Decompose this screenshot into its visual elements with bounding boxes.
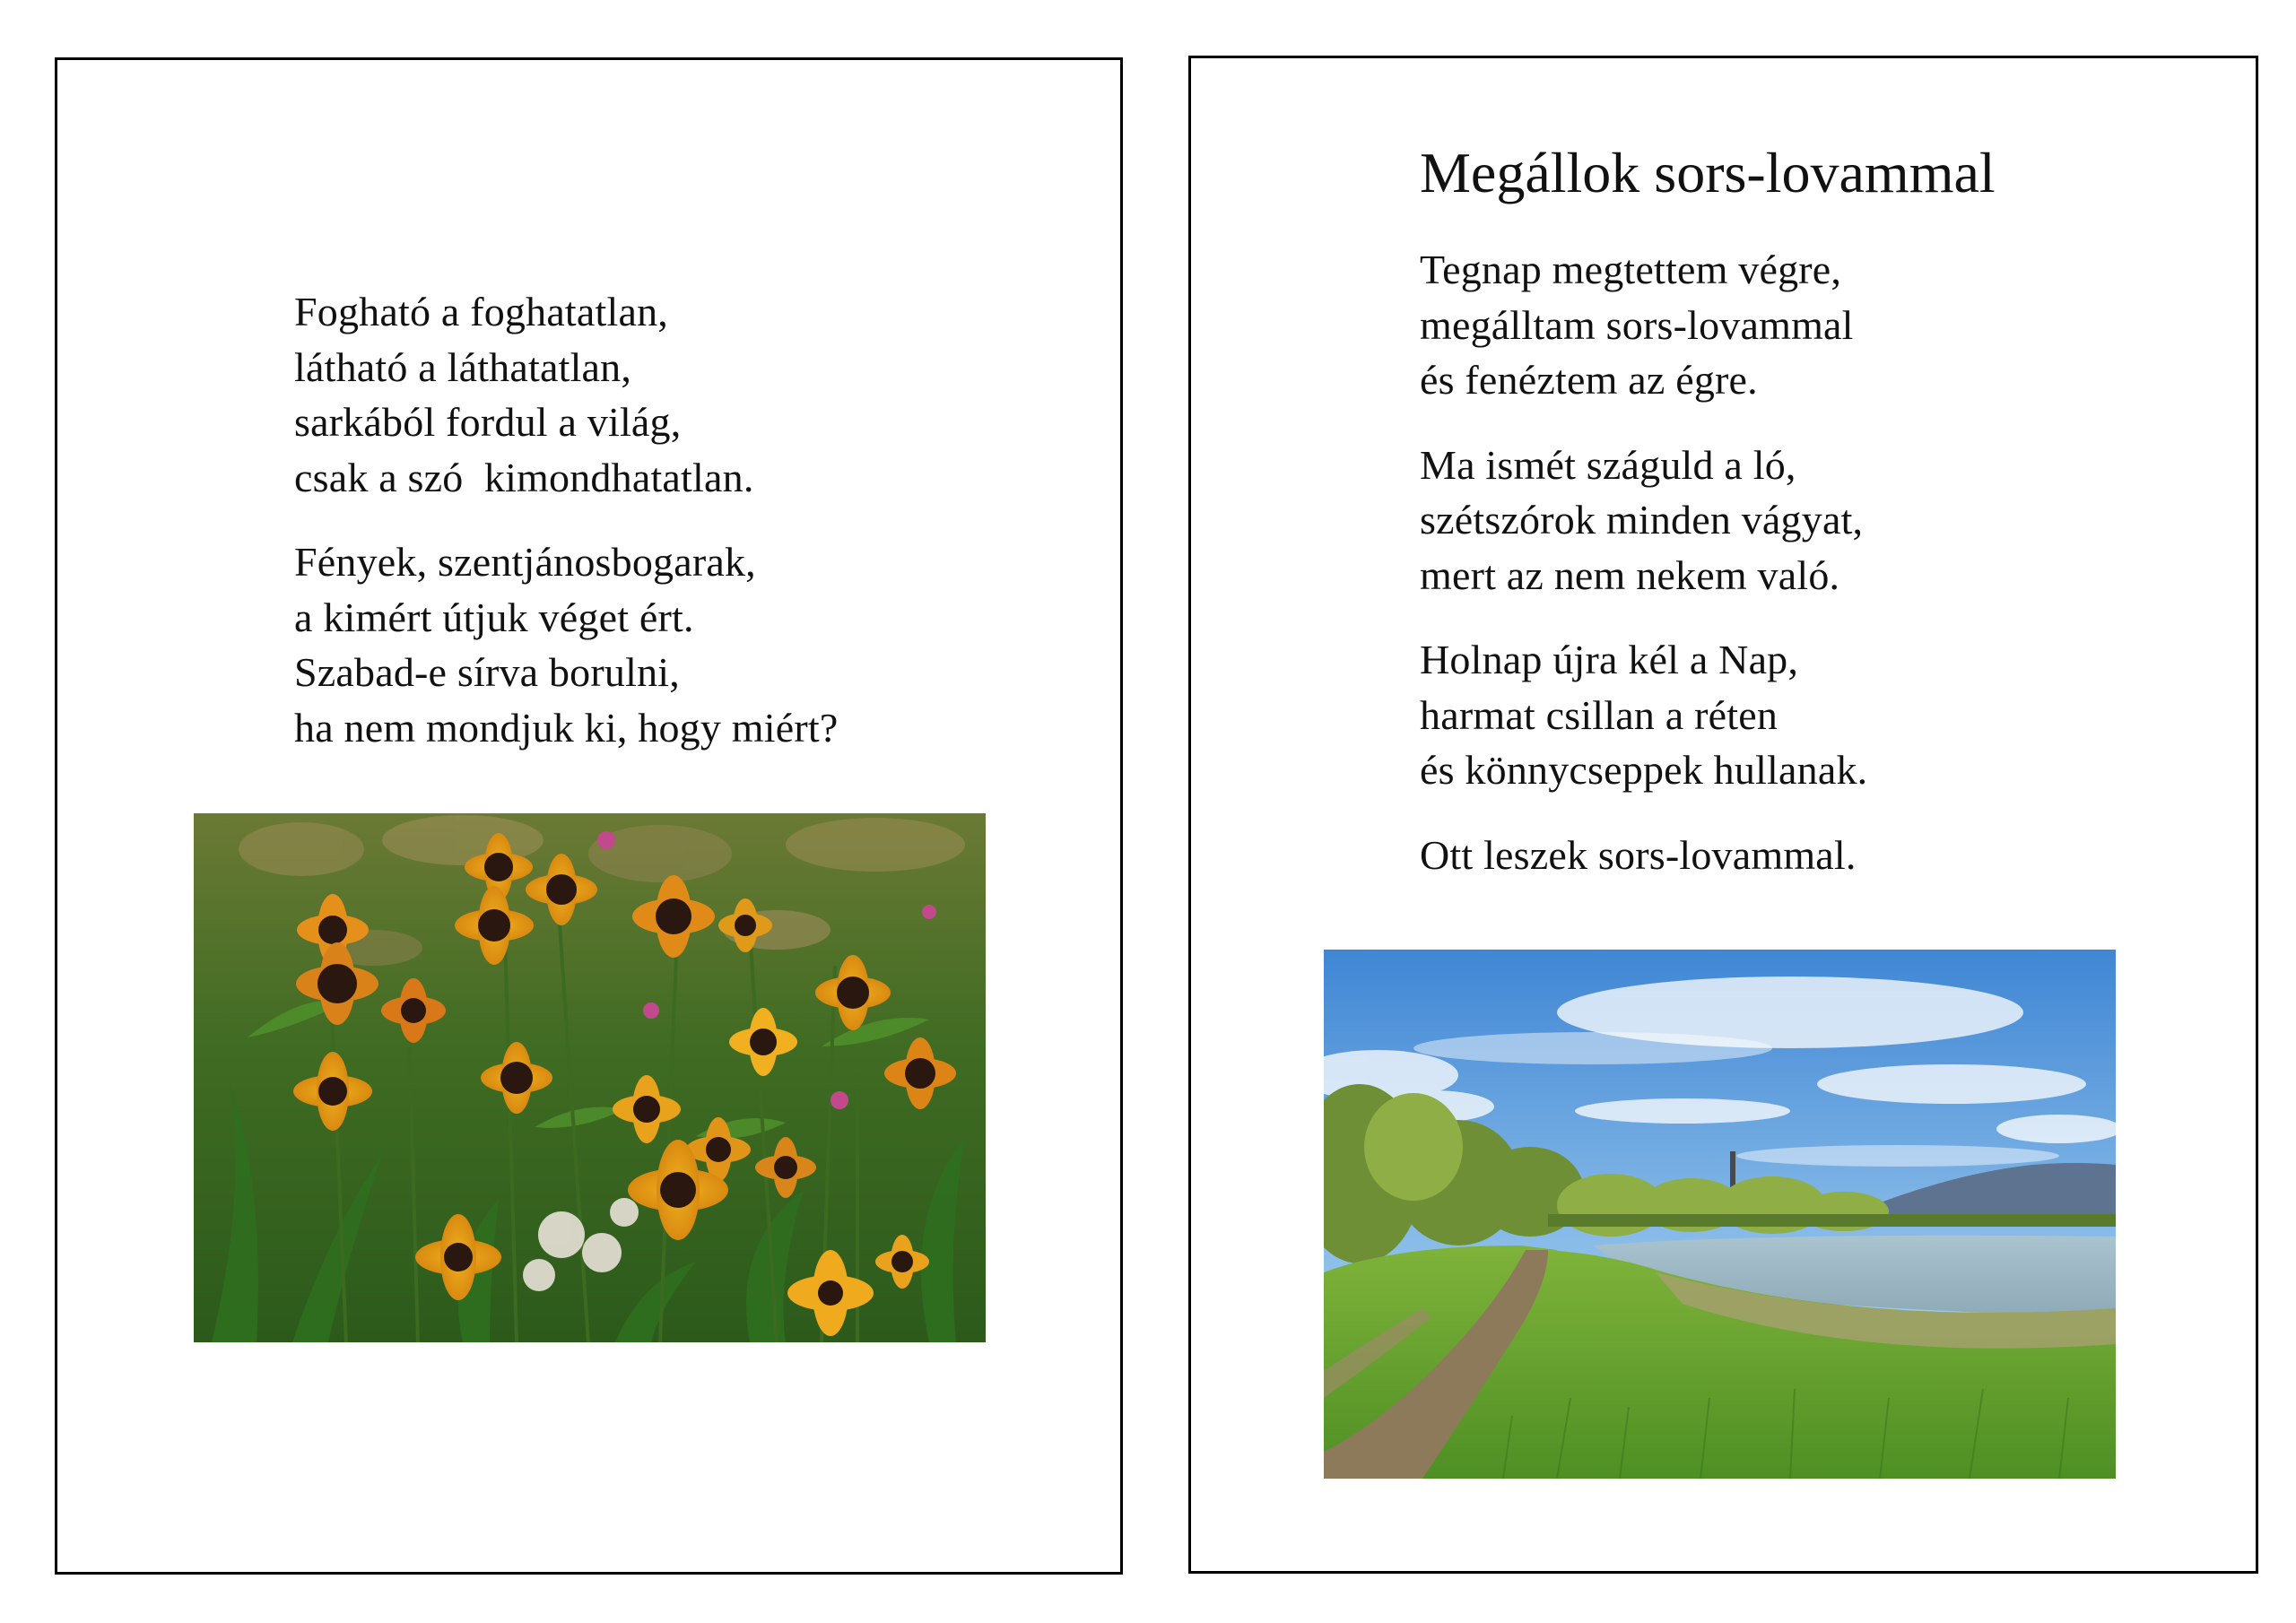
poem-line: látható a láthatatlan, <box>294 343 632 390</box>
poem-line: Holnap újra kél a Nap, <box>1420 637 1799 682</box>
flowers-photo <box>194 813 986 1342</box>
poem-line: megálltam sors-lovammal <box>1420 301 1854 348</box>
left-page <box>55 57 1123 1575</box>
meadow-photo <box>1324 950 2116 1479</box>
right-poem <box>1420 242 1867 912</box>
poem-line: Ma ismét száguld a ló, <box>1420 441 1796 488</box>
stanza <box>1420 632 1867 798</box>
poem-line: harmat csillan a réten <box>1420 691 1779 738</box>
poem-line: mert az nem nekem való. <box>1420 551 1840 598</box>
poem-line: és könnycseppek hullanak. <box>1420 747 1868 793</box>
stanza <box>1420 438 1867 603</box>
poem-line: sarkából fordul a világ, <box>294 399 682 445</box>
poem-line: ha nem mondjuk ki, hogy miért? <box>294 704 839 751</box>
poem-line: Tegnap megtettem végre, <box>1420 247 1842 292</box>
stanza <box>1420 242 1867 408</box>
poem-title: Megállok sors-lovammal <box>1420 141 1996 204</box>
poem-line: és fenéztem az égre. <box>1420 357 1758 403</box>
stanza <box>1420 828 1867 883</box>
left-poem <box>294 284 838 785</box>
poem-line: Szabad-e sírva borulni, <box>294 649 680 695</box>
poem-line: Fogható a foghatatlan, <box>294 289 669 334</box>
poem-line: a kimért útjuk véget ért. <box>294 594 694 640</box>
poem-line: szétszórok minden vágyat, <box>1420 497 1864 542</box>
stanza <box>294 534 838 755</box>
poem-line: csak a szó kimondhatatlan. <box>294 454 754 500</box>
poem-line: Fények, szentjánosbogarak, <box>294 539 756 585</box>
poem-line: Ott leszek sors-lovammal. <box>1420 831 1857 878</box>
right-page <box>1188 56 2258 1574</box>
stanza <box>294 284 838 505</box>
